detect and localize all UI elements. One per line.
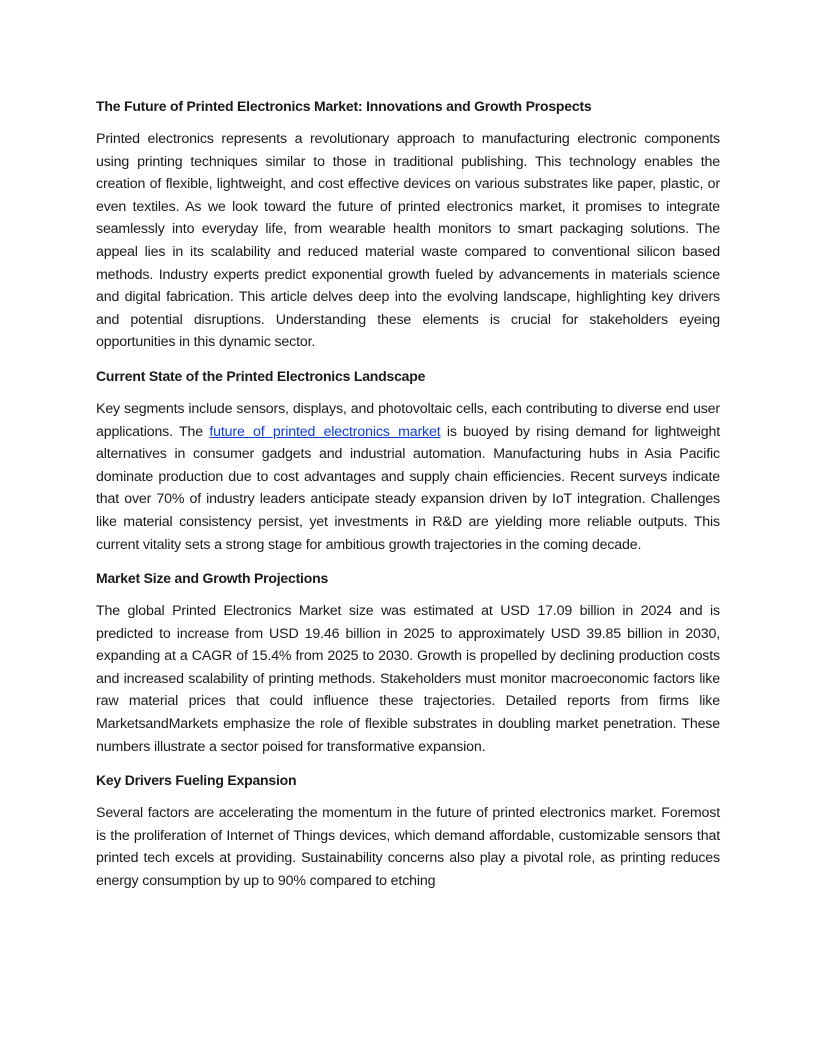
- section-heading-current-state: Current State of the Printed Electronics Landscape: [96, 367, 426, 384]
- section-heading-key-drivers: Key Drivers Fueling Expansion: [96, 772, 297, 789]
- current-state-text-before-link: Key segments include sensors, displays, and photovoltaic cells, each contributing to diverse end user applications. The: [96, 400, 720, 440]
- current-state-paragraph: [96, 398, 720, 556]
- current-state-text-after-link: is buoyed by rising demand for lightweight alternatives in consumer gadgets and industrial automation. Manufacturing hubs in Asia Pacific dominate production due to cost advantages and supply chain efficiencies. Recent surveys indicate that over 70% of industry leaders anticipate steady expansion driven by IoT integration. Challenges like material consistency persist, yet investments in R&D are yielding more reliable outputs. This current vitality sets a strong stage for ambitious growth trajectories in the coming decade.: [96, 423, 721, 553]
- key-drivers-paragraph: Several factors are accelerating the momentum in the future of printed electronics market. Foremost is the proliferation of Internet of Things devices, which demand affordable, customizable sensors that printed tech excels at providing. Sustainability concerns also play a pivotal role, as printing reduces energy consumption by up to 90% compared to etching: [96, 805, 720, 890]
- future-of-printed-electronics-market-link[interactable]: future of printed electronics market: [209, 423, 441, 440]
- document-page: [96, 96, 720, 905]
- market-size-paragraph: The global Printed Electronics Market size was estimated at USD 17.09 billion in 2024 and is predicted to increase from USD 19.46 billion in 2025 to approximately USD 39.85 billion in 2030, expanding at a CAGR of 15.4% from 2025 to 2030. Growth is propelled by declining production costs and increased scalability of printing methods. Stakeholders must monitor macroeconomic factors like raw material prices that could influence these trajectories. Detailed reports from firms like MarketsandMarkets emphasize the role of flexible substrates in doubling market penetration. These numbers illustrate a sector poised for transformative expansion.: [96, 603, 720, 755]
- document-title: The Future of Printed Electronics Market: Innovations and Growth Prospects: [96, 98, 592, 114]
- section-heading-market-size: Market Size and Growth Projections: [96, 570, 329, 587]
- intro-paragraph: Printed electronics represents a revolutionary approach to manufacturing electronic components using printing techniques similar to those in traditional publishing. This technology enables the creation of flexible, lightweight, and cost effective devices on various substrates like paper, plastic, or even textiles. As we look toward the future of printed electronics market, it promises to integrate seamlessly into everyday life, from wearable health monitors to smart packaging solutions. The appeal lies in its scalability and reduced material waste compared to conventional silicon based methods. Industry experts predict exponential growth fueled by advancements in materials science and digital fabrication. This article delves deep into the evolving landscape, highlighting key drivers and potential disruptions. Understanding these elements is crucial for stakeholders eyeing opportunities in this dynamic sector.: [96, 131, 720, 351]
